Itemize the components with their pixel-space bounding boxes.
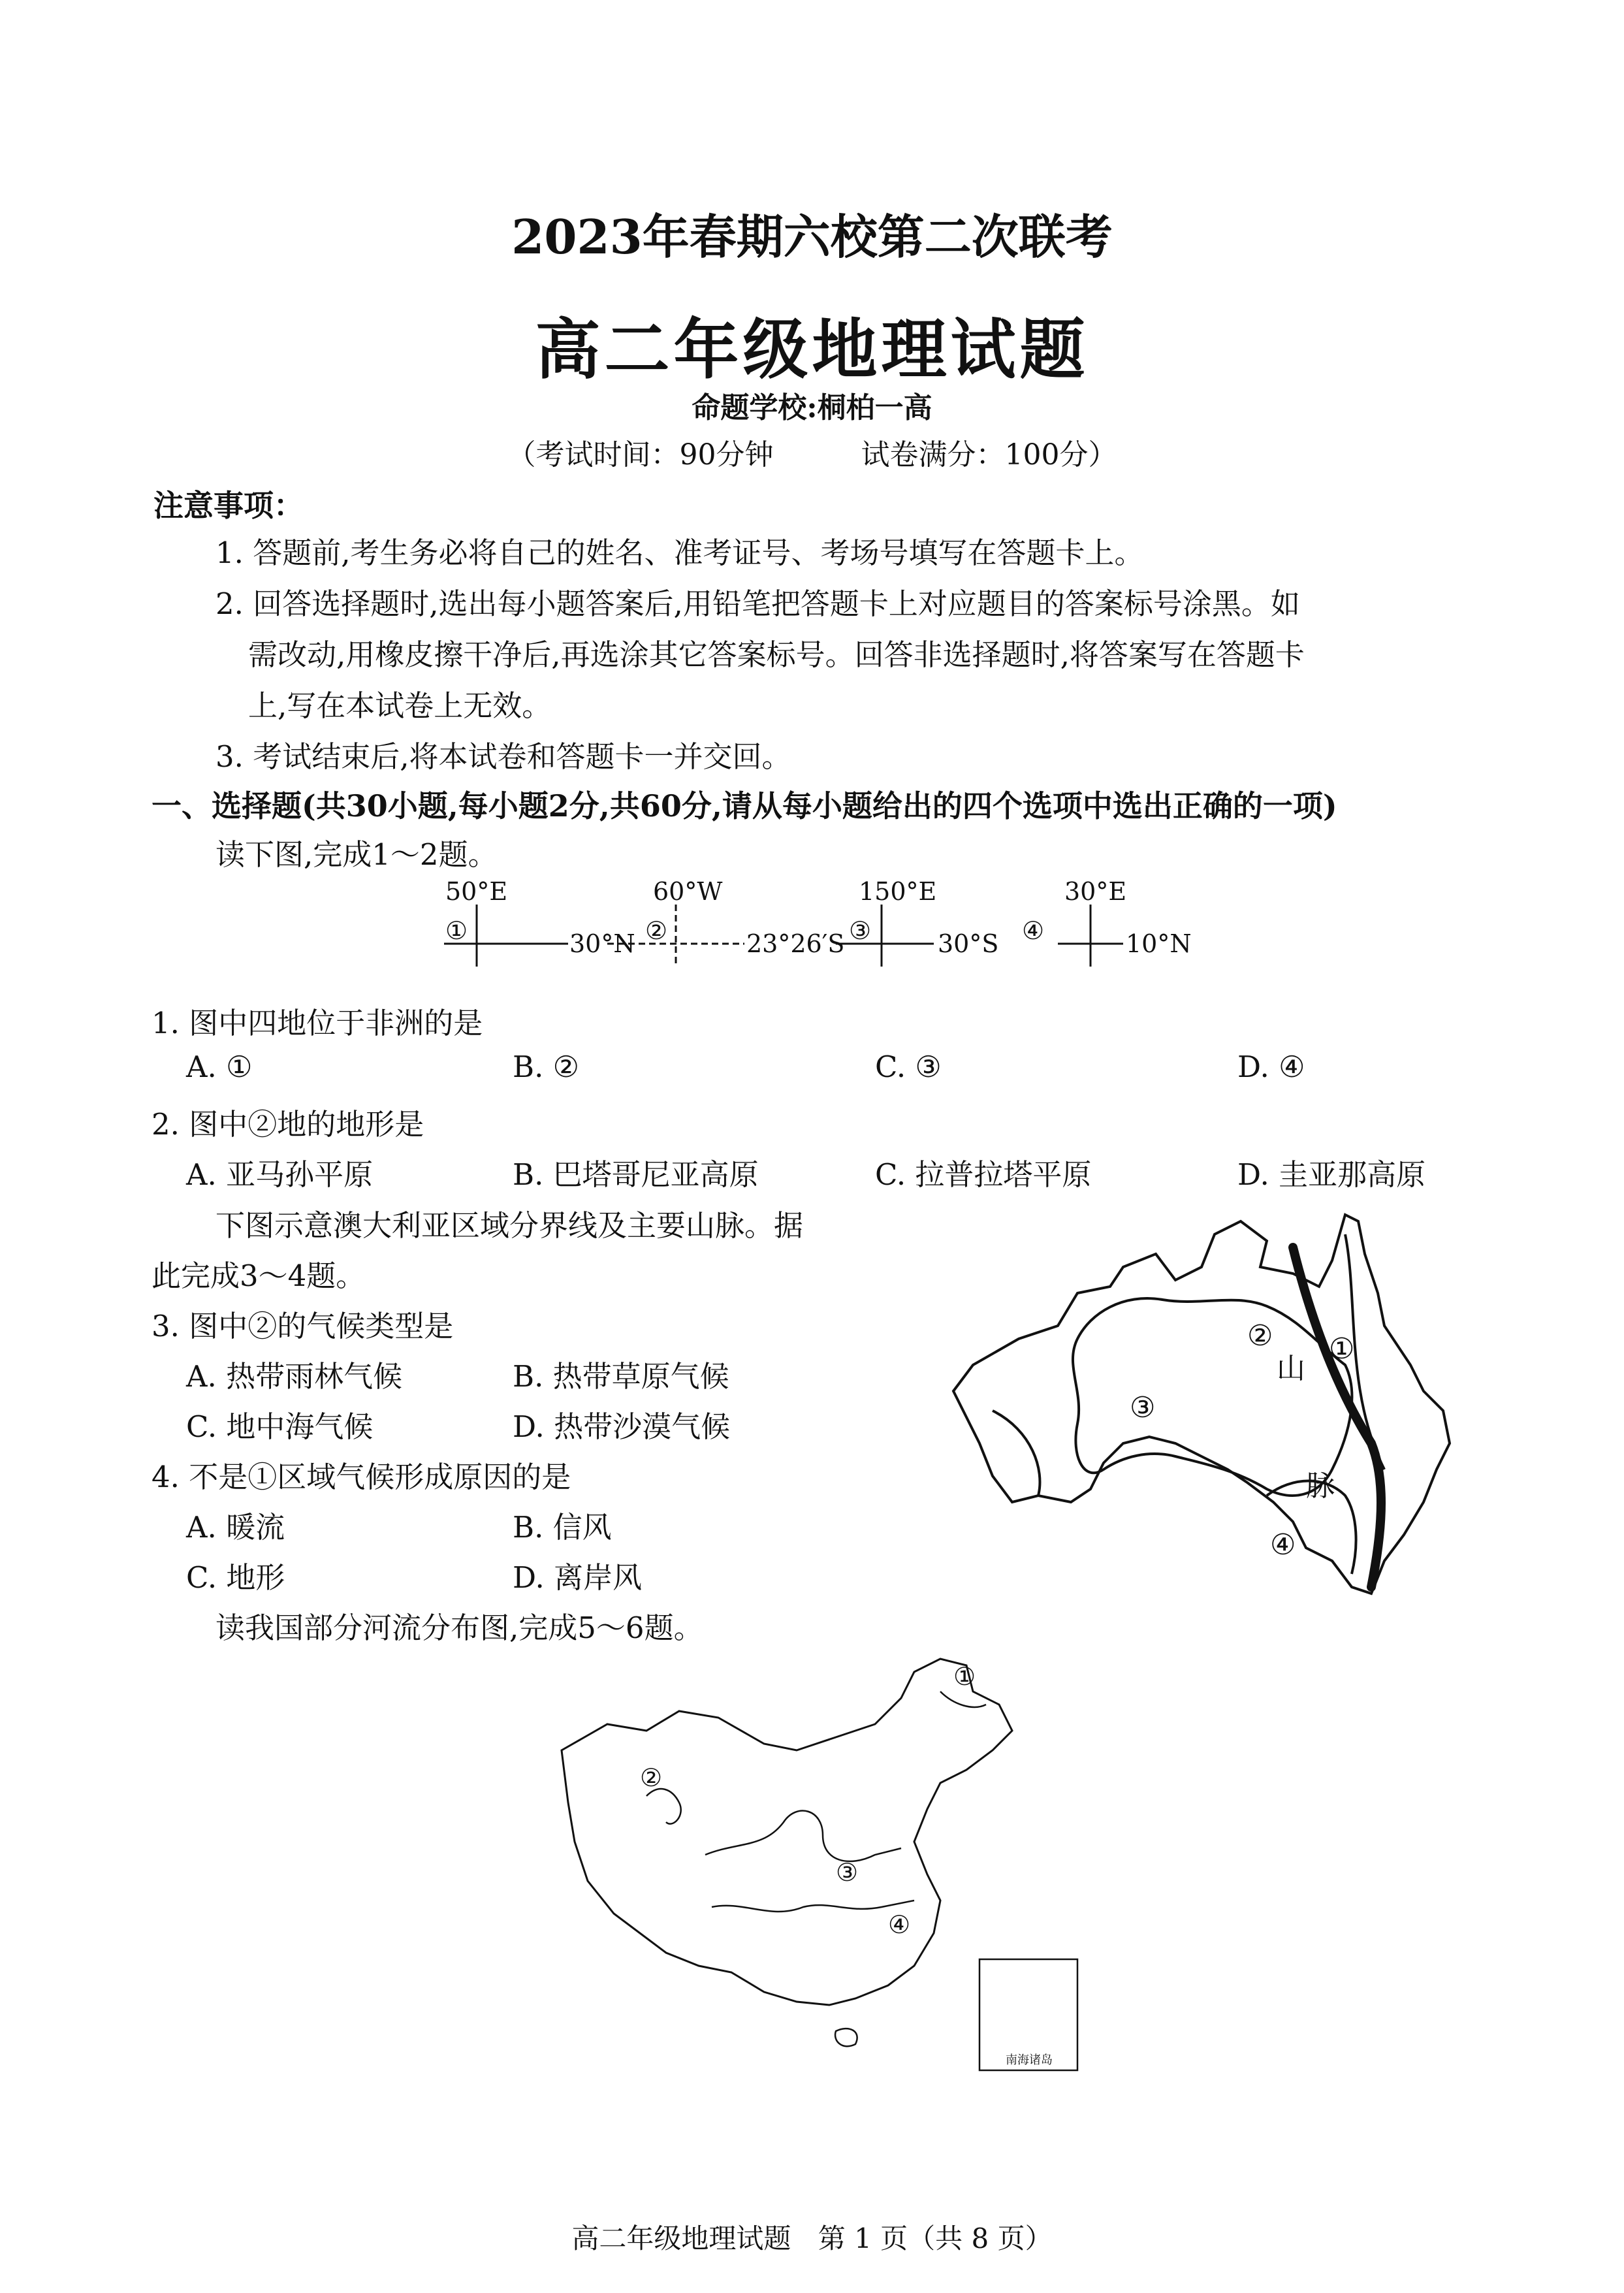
fig1-marker-2: ② (645, 916, 668, 945)
note-2-cont: 需改动,用橡皮擦干净后,再选涂其它答案标号。回答非选择题时,将答案写在答题卡 (248, 637, 1305, 672)
fig1-lon-2: 60°W (653, 877, 723, 906)
q1-option-c[interactable]: C. ③ (875, 1050, 942, 1084)
q3-option-b[interactable]: B. 热带草原气候 (513, 1359, 729, 1394)
china-river-map (549, 1646, 1084, 2077)
q4-option-c[interactable]: C. 地形 (186, 1560, 285, 1595)
aus-label-3: ③ (1130, 1391, 1156, 1424)
stem-q3-4-cont: 此完成3～4题。 (151, 1259, 366, 1293)
river-3 (705, 1811, 901, 1861)
stem-q1-2: 读下图,完成1～2题。 (215, 837, 498, 872)
footer-title: 高二年级地理试题 (571, 2222, 791, 2254)
region-3-boundary (1073, 1298, 1355, 1496)
q1-option-b[interactable]: B. ② (513, 1050, 580, 1084)
fig1-lon-3: 150°E (859, 877, 937, 906)
fig1-lon-1: 50°E (445, 877, 508, 906)
main-title: 高二年级地理试题 (535, 311, 1089, 388)
q3-option-d[interactable]: D. 热带沙漠气候 (513, 1409, 731, 1444)
note-1: 1. 答题前,考生务必将自己的姓名、准考证号、考场号填写在答题卡上。 (215, 536, 1144, 570)
fig1-lat-1: 30°N (569, 929, 635, 958)
mountain-label-2: 脉 (1306, 1469, 1335, 1503)
fig1-lat-3: 30°S (938, 929, 999, 958)
question-3: 3. 图中②的气候类型是 (151, 1309, 454, 1343)
q1-option-d[interactable]: D. ④ (1237, 1050, 1305, 1084)
stem-q5-6: 读我国部分河流分布图,完成5～6题。 (215, 1611, 703, 1645)
q2-option-c[interactable]: C. 拉普拉塔平原 (875, 1157, 1092, 1192)
fig1-marker-3: ③ (849, 916, 872, 945)
q4-option-a[interactable]: A. 暖流 (186, 1510, 285, 1545)
question-4: 4. 不是①区域气候形成原因的是 (151, 1460, 571, 1494)
west-region-boundary (993, 1411, 1040, 1496)
river-2 (646, 1789, 681, 1824)
mountain-label-1: 山 (1277, 1352, 1305, 1385)
q2-option-b[interactable]: B. 巴塔哥尼亚高原 (513, 1157, 759, 1192)
note-2: 2. 回答选择题时,选出每小题答案后,用铅笔把答题卡上对应题目的答案标号涂黑。如 (215, 586, 1300, 621)
q4-option-d[interactable]: D. 离岸风 (513, 1560, 643, 1595)
q2-option-a[interactable]: A. 亚马孙平原 (186, 1157, 374, 1192)
china-label-2: ② (640, 1763, 663, 1792)
school-line: 命题学校:桐柏一高 (692, 391, 932, 425)
page-footer (0, 2217, 1624, 2256)
aus-label-2: ② (1247, 1319, 1273, 1353)
fig1-lat-4: 10°N (1126, 929, 1192, 958)
note-3: 3. 考试结束后,将本试卷和答题卡一并交回。 (215, 739, 791, 774)
hainan-island (835, 2028, 857, 2046)
q3-option-a[interactable]: A. 热带雨林气候 (186, 1359, 403, 1394)
stem-q3-4: 下图示意澳大利亚区域分界线及主要山脉。据 (215, 1208, 804, 1243)
inset-label: 南海诸岛 (1006, 2053, 1053, 2067)
fig1-marker-4: ④ (1022, 916, 1045, 945)
exam-time: （考试时间：90分钟 (507, 438, 774, 472)
note-2-cont2: 上,写在本试卷上无效。 (248, 688, 552, 723)
fig1-lon-4: 30°E (1064, 877, 1127, 906)
australia-map (927, 1195, 1463, 1613)
china-label-1: ① (953, 1662, 976, 1691)
footer-page: 第 1 页（共 8 页） (818, 2222, 1053, 2254)
aus-label-1: ① (1329, 1332, 1355, 1366)
river-4 (712, 1900, 914, 1912)
aus-label-4: ④ (1270, 1528, 1296, 1562)
china-label-4: ④ (888, 1910, 911, 1939)
q4-option-b[interactable]: B. 信风 (513, 1510, 612, 1545)
china-outline (562, 1659, 1012, 2005)
exam-info (0, 431, 1624, 473)
coordinate-figure (431, 875, 1202, 967)
notes-heading: 注意事项： (153, 488, 304, 523)
question-2: 2. 图中②地的地形是 (151, 1107, 424, 1142)
q3-option-c[interactable]: C. 地中海气候 (186, 1409, 374, 1444)
mountain-range-line (1293, 1247, 1381, 1587)
q2-option-d[interactable]: D. 圭亚那高原 (1237, 1157, 1426, 1192)
exam-score: 试卷满分：100分） (861, 438, 1117, 472)
question-1: 1. 图中四地位于非洲的是 (151, 1006, 483, 1040)
china-label-3: ③ (836, 1858, 859, 1887)
q1-option-a[interactable]: A. ① (186, 1050, 253, 1084)
fig1-marker-1: ① (445, 916, 468, 945)
fig1-lat-2-label: 23°26′S (746, 929, 845, 958)
section1-title: 一、选择题(共30小题,每小题2分,共60分,请从每小题给出的四个选项中选出正确的一项) (151, 788, 1337, 824)
exam-title: 2023年春期六校第二次联考 (511, 209, 1113, 265)
